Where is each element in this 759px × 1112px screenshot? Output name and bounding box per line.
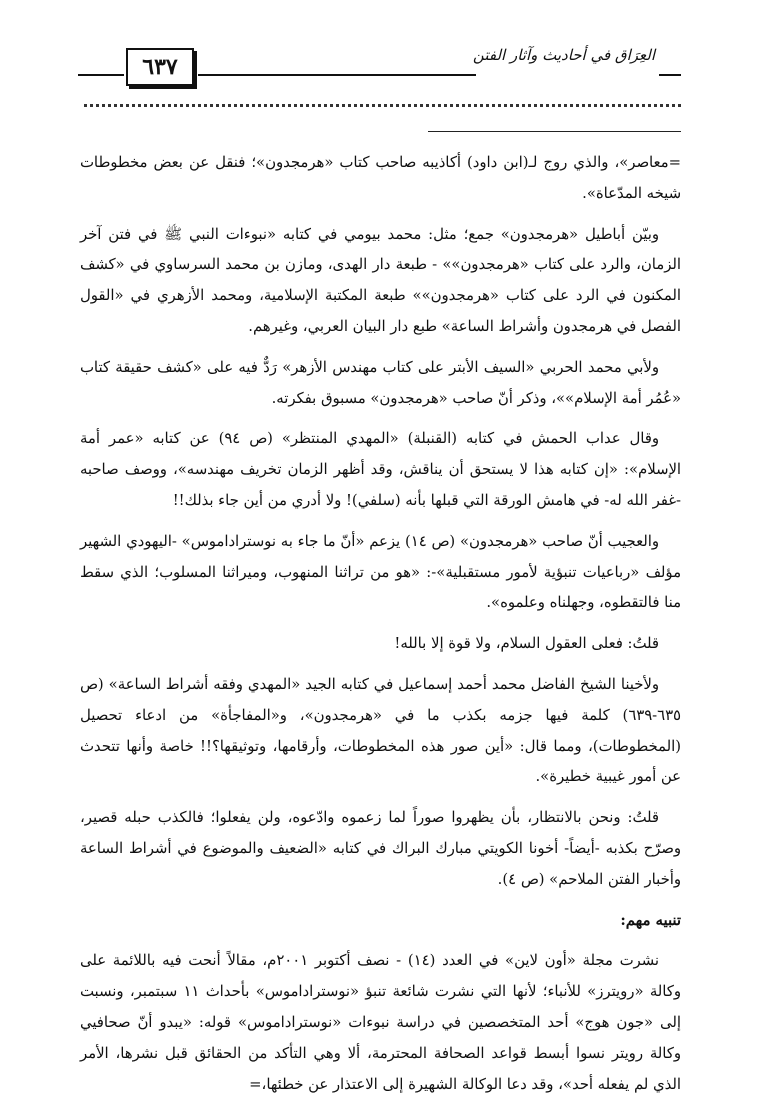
running-title: العِرَاق في أحاديث وآثار الفتن [472,46,655,64]
section-heading: تنبيه مهم: [620,911,681,929]
dotted-divider [84,104,681,107]
header-rule [198,74,476,76]
header-rule [659,74,681,76]
paragraph: =معاصر»، والذي روج لـ(ابن داود) أكاذيبه صاحب كتاب «هرمجدون»؛ فنقل عن بعض مخطوطات شيخه المدّعاة». [80,154,681,202]
paragraph: ولأخينا الشيخ الفاضل محمد أحمد إسماعيل في كتابه الجيد «المهدي وفقه أشراط الساعة» (ص ٦٣٥-٦٣٩) كلمة فيها جزمه بكذب ما في «هرمجدون»، و«المفاجأة» من ادعاء تحصيل (المخطوطات)، ومما قال: «أين صور هذه المخطوطات، وأرقامها، وتوثيقها؟!! خاصة وأنها تتحدث عن أمور غيبية خطيرة». [80,675,681,786]
header-rule [78,74,124,76]
paragraph: والعجيب أنّ صاحب «هرمجدون» (ص ١٤) يزعم «أنّ ما جاء به نوستراداموس» -اليهودي الشهير مؤلف «رباعيات تنبؤية لأمور مستقبلية»-: «هو من تراثنا المنهوب، وميراثنا المسلوب؛ الذي سقط منا فالتقطوه، وجهلناه وعلموه». [80,532,681,612]
page-header [78,40,681,90]
paragraph: ولأبي محمد الحربي «السيف الأبتر على كتاب مهندس الأزهر» رَدٌّ فيه على «كشف حقيقة كتاب «عُمُر أمة الإسلام»»، وذكر أنّ صاحب «هرمجدون» مسبوق بفكرته. [80,358,681,407]
paragraph: قلتُ: ونحن بالانتظار، بأن يظهروا صوراً لما زعموه وادّعوه، ولن يفعلوا؛ فالكذب حبله قصير، وصرّح بكذبه -أيضاً- أخونا الكويتي مبارك البراك في كتابه «الضعيف والموضوع في أشراط الساعة وأخبار الفتن الملاحم» (ص ٤). [80,809,681,888]
page-number: ٦٣٧ [126,48,194,86]
paragraph: وقال عداب الحمش في كتابه (القنبلة) «المهدي المنتظر» (ص ٩٤) عن كتابه «عمر أمة الإسلام»: «إن كتابه هذا لا يستحق أن يناقش، وقد أظهر الزمان تخريف مهندسه»، ووصف صاحبه -غفر الله له- في هامش الورقة التي قبلها بأنه (سلفي)! ولا أدري من أين جاء بذلك!! [80,430,681,509]
page-body [80,148,681,1100]
paragraph: وبيّن أباطيل «هرمجدون» جمع؛ مثل: محمد بيومي في كتابه «نبوءات النبي ﷺ في فتن آخر الزمان، والرد على كتاب «هرمجدون»» - طبعة دار الهدى، ومازن بن محمد السرساوي في «كشف المكنون في الرد على كتاب «هرمجدون»» طبعة المكتبة الإسلامية، ومحمد الأزهري في «القول الفصل في هرمجدون وأشراط الساعة» طبع دار البيان العربي، وغيرهم. [80,225,681,335]
footnote-separator [428,131,681,132]
paragraph: قلتُ: فعلى العقول السلام، ولا قوة إلا بالله! [394,635,659,653]
paragraph: نشرت مجلة «أون لاين» في العدد (١٤) - نصف أكتوبر ٢٠٠١م، مقالاً أنحت فيه باللائمة على وكالة «رويترز» للأنباء؛ لأنها التي نشرت شائعة تنبؤ «نوستراداموس» بأحداث ١١ سبتمبر، ونسبت إلى «جون هوج» أحد المتخصصين في دراسة نبوءات «نوستراداموس» قوله: «يبدو أنّ صحافيي وكالة رويتر نسوا أبسط قواعد الصحافة المحترمة، ألا وهي التأكد من الحقائق قبل نشرها، الأمر الذي لم يفعله أحد»، وقد دعا الوكالة الشهيرة إلى الاعتذار عن خطئها،= [80,952,682,1093]
